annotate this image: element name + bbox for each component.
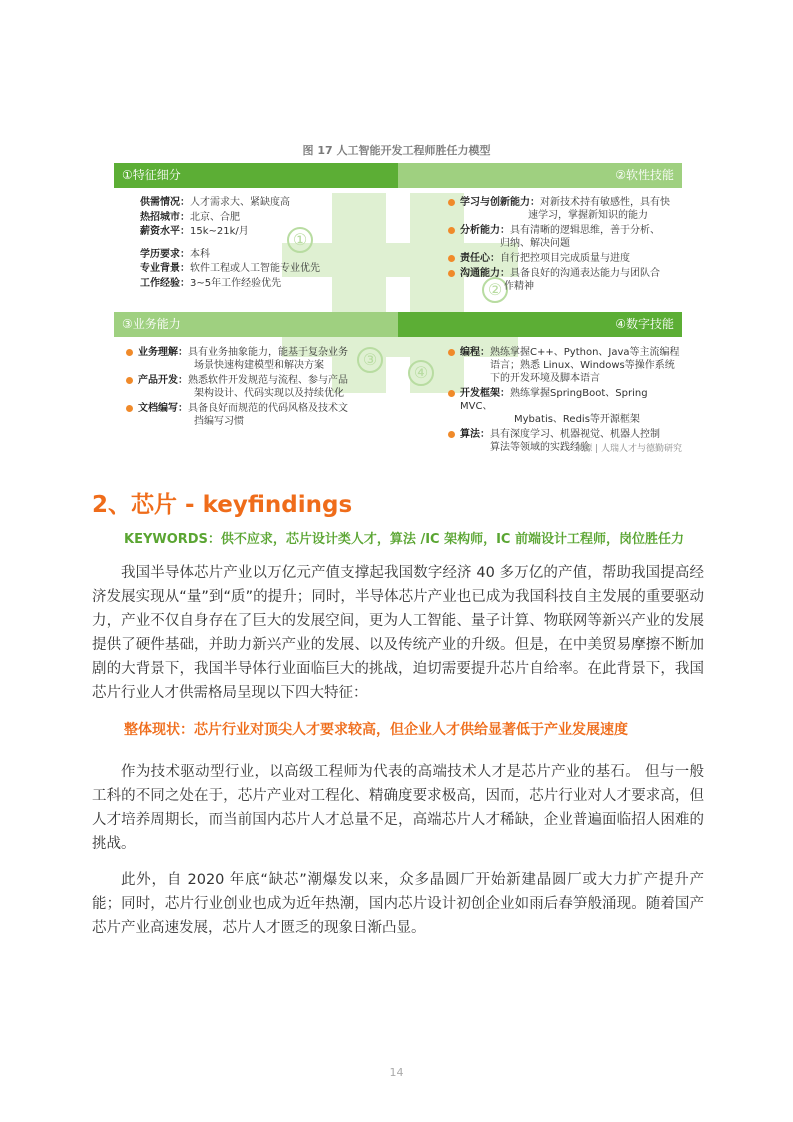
soft-skill-item [448,196,682,222]
paragraph-3: 此外，自 2020 年底“缺芯”潮爆发以来，众多晶圆厂开始新建晶圆厂或大力扩产提升产能；同时，芯片行业创业也成为近年热潮，国内芯片设计初创企业如雨后春笋般涌现。随着国产芯片产业高速发展，芯片人才匮乏的现象日渐凸显。 [92,872,704,936]
feature-row [140,248,380,263]
feature-list [140,196,380,291]
circled-number-1: ① [287,227,313,253]
item-label: 沟通能力： [460,268,510,279]
item-label: 开发框架： [460,388,510,399]
bullet-dot-icon [448,431,455,438]
page-number: 14 [389,1066,404,1079]
item-text: 具有清晰的逻辑思维，善于分析、 [510,225,660,236]
item-label: 学习与创新能力： [460,197,540,208]
soft-skills-list [448,196,682,295]
item-text: 熟悉软件开发规范与流程、参与产品 [188,375,348,386]
item-text-continued: 算法等领域的实践经验 [490,442,590,453]
quadrant-2-bar [398,163,682,188]
feature-value: 软件工程或人工智能专业优先 [190,263,320,274]
figure-caption: 图 17 人工智能开发工程师胜任力模型 [302,144,491,157]
business-skills-list [126,346,382,430]
item-label: 业务理解： [138,347,188,358]
item-text-continued: 下的开发环境及脚本语言 [490,373,600,384]
feature-label: 供需情况： [140,197,190,208]
highlight-heading: 整体现状：芯片行业对顶尖人才要求较高，但企业人才供给显著低于产业发展速度 [124,722,628,738]
feature-label: 学历要求： [140,248,190,260]
item-label: 编程： [460,347,490,358]
quadrant-2-label: ②软性技能 [615,168,674,182]
section-title: 2、芯片 - keyfindings [92,492,353,518]
item-text: 具有业务抽象能力，能基于复杂业务 [188,347,348,358]
feature-row [140,211,380,226]
item-label: 产品开发： [138,375,188,386]
bullet-dot-icon [448,255,455,262]
quadrant-1-bar [114,163,398,188]
item-text-continued: 作精神 [504,281,534,292]
item-text-continued: 挡编写习惯 [194,416,244,427]
feature-label: 专业背景： [140,263,190,274]
bullet-dot-icon [448,349,455,356]
keywords-line: KEYWORDS：供不应求，芯片设计类人才，算法 /IC 架构师，IC 前端设计工程师，岗位胜任力 [124,532,685,547]
item-text-continued: 架构设计、代码实现以及持续优化 [194,388,344,399]
soft-skill-item [448,224,682,250]
item-text: 具有深度学习、机器视觉、机器人控制 [490,429,660,440]
feature-value: 人才需求大、紧缺度高 [190,197,290,208]
paragraph-1: 我国半导体芯片产业以万亿元产值支撑起我国数字经济 40 多万亿的产值，帮助我国提高经济发展实现从“量”到“质”的提升；同时，半导体芯片产业也已成为我国科技自主发展的重要驱动力，产业不仅自身存在了巨大的发展空间，更为人工智能、量子计算、物联网等新兴产业的发展提供了硬件基础，并助力新兴产业的发展、以及传统产业的升级。但是，在中美贸易摩擦不断加剧的大背景下，我国半导体行业面临巨大的挑战，迫切需要提升芯片自给率。在此背景下，我国芯片行业人才供需格局呈现以下四大特征： [92,565,704,701]
digital-skills-list [448,346,682,456]
soft-skill-item [448,252,682,265]
feature-value: 15k~21k/月 [190,226,249,237]
item-label: 责任心： [460,253,500,264]
bullet-dot-icon [126,377,133,384]
bullet-dot-icon [126,349,133,356]
digital-skill-item [448,346,682,385]
bullet-dot-icon [448,199,455,206]
feature-label: 薪资水平： [140,226,190,237]
item-text: 自行把控项目完成质量与进度 [500,253,630,264]
item-text-continued: 归纳、解决问题 [500,238,570,249]
feature-row [140,277,380,292]
bullet-dot-icon [448,227,455,234]
feature-row [140,225,380,240]
feature-label: 热招城市： [140,211,190,223]
item-text: 熟练掌握SpringBoot、Spring MVC、 [460,388,648,412]
item-text: 熟练掌握C++、Python、Java等主流编程 [490,347,680,358]
item-text-continued: Mybatis、Redis等开源框架 [514,414,640,425]
soft-skill-item [448,267,682,293]
business-skill-item [126,374,382,400]
circled-number-3: ③ [357,347,383,373]
paragraph-2: 作为技术驱动型行业，以高级工程师为代表的高端技术人才是芯片产业的基石。 但与一般工科的不同之处在于，芯片产业对工程化、精确度要求极高，因而，芯片行业对人才要求高，但人才培养周期长，而当前国内芯片人才总量不足，高端芯片人才稀缺，企业普遍面临招人困难的挑战。 [92,764,704,852]
feature-row [140,196,380,211]
item-text: 具备良好而规范的代码风格及技术文 [188,403,348,414]
item-text-continued: 速学习，掌握新知识的能力 [528,210,648,221]
business-skill-item [126,346,382,372]
feature-value: 北京、合肥 [190,211,240,223]
figure-source: 来源 | 人瑞人才与德勤研究 [574,444,682,454]
quadrant-4-label: ④数字技能 [615,317,674,331]
digital-skill-item [448,387,682,426]
feature-value: 3~5年工作经验优先 [190,277,282,289]
feature-value: 本科 [190,248,210,260]
bullet-dot-icon [448,390,455,397]
bullet-dot-icon [126,405,133,412]
quadrant-1-label: ①特征细分 [122,168,181,182]
bullet-dot-icon [448,270,455,277]
circled-number-4: ④ [408,360,434,386]
business-skill-item [126,402,382,428]
quadrant-3-bar [114,312,398,337]
item-text: 具备良好的沟通表达能力与团队合 [510,268,660,279]
circled-number-2: ② [482,277,508,303]
quadrant-3-label: ③业务能力 [122,317,181,331]
feature-row [140,262,380,277]
item-label: 算法： [460,429,490,440]
item-text-continued: 场景快速构建模型和解决方案 [194,360,324,371]
item-text: 对新技术持有敏感性，具有快 [540,197,670,208]
item-text-continued: 语言；熟悉 Linux、Windows等操作系统 [490,360,675,371]
feature-label: 工作经验： [140,277,190,289]
quadrant-4-bar [398,312,682,337]
competency-model-figure [114,163,682,454]
item-label: 分析能力： [460,225,510,236]
item-label: 文档编写： [138,403,188,414]
